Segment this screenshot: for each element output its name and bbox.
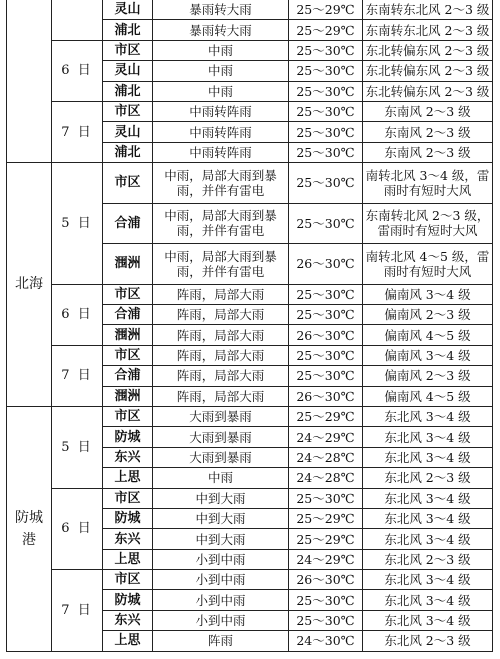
wind-cell: 东北风 3～4 级 bbox=[363, 488, 493, 508]
day-cell: 7 日 bbox=[52, 345, 103, 406]
weather-cell: 中到大雨 bbox=[153, 488, 289, 508]
forecast-row bbox=[7, 163, 493, 204]
district-cell: 上思 bbox=[103, 631, 153, 651]
day-cell: 6 日 bbox=[52, 284, 103, 345]
wind-cell: 东北风 3～4 级 bbox=[363, 529, 493, 549]
weather-cell: 中雨，局部大雨到暴雨，并伴有雷电 bbox=[153, 203, 289, 244]
weather-cell: 中雨 bbox=[153, 61, 289, 81]
day-cell bbox=[52, 0, 103, 40]
district-cell: 市区 bbox=[103, 345, 153, 365]
temperature-cell: 25～29℃ bbox=[289, 0, 363, 20]
wind-cell: 偏南风 4～5 级 bbox=[363, 386, 493, 406]
wind-cell: 东北风 3～4 级 bbox=[363, 406, 493, 426]
wind-cell: 南转北风 3～4 级，雷雨时有短时大风 bbox=[363, 163, 493, 204]
weather-cell: 中雨 bbox=[153, 40, 289, 60]
temperature-cell: 25～30℃ bbox=[289, 61, 363, 81]
wind-cell: 东北风 2～3 级 bbox=[363, 549, 493, 569]
weather-cell: 中雨转阵雨 bbox=[153, 122, 289, 142]
wind-cell: 东北风 3～4 级 bbox=[363, 427, 493, 447]
wind-cell: 东南风 2～3 级 bbox=[363, 122, 493, 142]
temperature-cell: 25～30℃ bbox=[289, 284, 363, 304]
weather-cell: 中雨转阵雨 bbox=[153, 142, 289, 162]
wind-cell: 偏南风 4～5 级 bbox=[363, 325, 493, 345]
temperature-cell: 25～30℃ bbox=[289, 163, 363, 204]
wind-cell: 东北风 3～4 级 bbox=[363, 508, 493, 528]
weather-cell: 暴雨转大雨 bbox=[153, 20, 289, 40]
day-cell: 5 日 bbox=[52, 406, 103, 488]
district-cell: 防城 bbox=[103, 508, 153, 528]
temperature-cell: 25～30℃ bbox=[289, 345, 363, 365]
district-cell: 市区 bbox=[103, 163, 153, 204]
district-cell: 涠洲 bbox=[103, 244, 153, 285]
city-cell bbox=[7, 406, 52, 651]
weather-cell: 中雨，局部大雨到暴雨，并伴有雷电 bbox=[153, 244, 289, 285]
weather-cell: 中雨，局部大雨到暴雨，并伴有雷电 bbox=[153, 163, 289, 204]
wind-cell: 东南风 2～3 级 bbox=[363, 101, 493, 121]
district-cell: 合浦 bbox=[103, 305, 153, 325]
weather-cell: 小到中雨 bbox=[153, 570, 289, 590]
day-cell: 6 日 bbox=[52, 488, 103, 570]
weather-cell: 暴雨转大雨 bbox=[153, 0, 289, 20]
weather-cell: 阵雨，局部大雨 bbox=[153, 366, 289, 386]
weather-cell: 小到中雨 bbox=[153, 590, 289, 610]
temperature-cell: 25～29℃ bbox=[289, 529, 363, 549]
temperature-cell: 25～30℃ bbox=[289, 122, 363, 142]
temperature-cell: 24～28℃ bbox=[289, 447, 363, 467]
district-cell: 防城 bbox=[103, 590, 153, 610]
weather-cell: 阵雨，局部大雨 bbox=[153, 305, 289, 325]
district-cell: 防城 bbox=[103, 427, 153, 447]
temperature-cell: 25～30℃ bbox=[289, 590, 363, 610]
wind-cell: 东南转东北风 2～3 级 bbox=[363, 0, 493, 20]
day-cell: 6 日 bbox=[52, 40, 103, 101]
weather-cell: 阵雨，局部大雨 bbox=[153, 345, 289, 365]
day-cell: 7 日 bbox=[52, 101, 103, 162]
forecast-row bbox=[7, 40, 493, 60]
weather-cell: 阵雨，局部大雨 bbox=[153, 284, 289, 304]
wind-cell: 南转北风 4～5 级，雷雨时有短时大风 bbox=[363, 244, 493, 285]
temperature-cell: 26～30℃ bbox=[289, 386, 363, 406]
forecast-row bbox=[7, 488, 493, 508]
wind-cell: 东北转偏东风 2～3 级 bbox=[363, 61, 493, 81]
weather-cell: 中到大雨 bbox=[153, 529, 289, 549]
district-cell: 灵山 bbox=[103, 122, 153, 142]
weather-cell: 阵雨 bbox=[153, 631, 289, 651]
district-cell: 市区 bbox=[103, 570, 153, 590]
district-cell: 灵山 bbox=[103, 61, 153, 81]
wind-cell: 东南风 2～3 级 bbox=[363, 142, 493, 162]
temperature-cell: 25～30℃ bbox=[289, 142, 363, 162]
forecast-row bbox=[7, 406, 493, 426]
temperature-cell: 25～29℃ bbox=[289, 508, 363, 528]
wind-cell: 东北风 3～4 级 bbox=[363, 610, 493, 630]
weather-cell: 小到中雨 bbox=[153, 610, 289, 630]
forecast-row bbox=[7, 101, 493, 121]
temperature-cell: 25～30℃ bbox=[289, 305, 363, 325]
forecast-table bbox=[6, 0, 493, 652]
district-cell: 东兴 bbox=[103, 529, 153, 549]
forecast-body bbox=[7, 0, 493, 651]
forecast-row bbox=[7, 0, 493, 20]
district-cell: 上思 bbox=[103, 549, 153, 569]
wind-cell: 东南转东北风 2～3 级 bbox=[363, 20, 493, 40]
weather-cell: 中到大雨 bbox=[153, 508, 289, 528]
forecast-row bbox=[7, 284, 493, 304]
district-cell: 东兴 bbox=[103, 610, 153, 630]
wind-cell: 东北转偏东风 2～3 级 bbox=[363, 81, 493, 101]
district-cell: 市区 bbox=[103, 101, 153, 121]
district-cell: 浦北 bbox=[103, 142, 153, 162]
temperature-cell: 25～30℃ bbox=[289, 101, 363, 121]
wind-cell: 东北转偏东风 2～3 级 bbox=[363, 40, 493, 60]
wind-cell: 偏南风 3～4 级 bbox=[363, 345, 493, 365]
temperature-cell: 25～30℃ bbox=[289, 203, 363, 244]
district-cell: 合浦 bbox=[103, 203, 153, 244]
wind-cell: 东北风 3～4 级 bbox=[363, 570, 493, 590]
district-cell: 灵山 bbox=[103, 0, 153, 20]
district-cell: 市区 bbox=[103, 284, 153, 304]
temperature-cell: 25～30℃ bbox=[289, 488, 363, 508]
wind-cell: 偏南风 2～3 级 bbox=[363, 305, 493, 325]
wind-cell: 偏南风 2～3 级 bbox=[363, 366, 493, 386]
weather-cell: 阵雨，局部大雨 bbox=[153, 386, 289, 406]
city-cell bbox=[7, 0, 52, 163]
temperature-cell: 25～30℃ bbox=[289, 610, 363, 630]
temperature-cell: 26～30℃ bbox=[289, 325, 363, 345]
district-cell: 市区 bbox=[103, 406, 153, 426]
weather-cell: 大雨到暴雨 bbox=[153, 447, 289, 467]
temperature-cell: 26～30℃ bbox=[289, 570, 363, 590]
day-cell: 5 日 bbox=[52, 163, 103, 285]
temperature-cell: 25～29℃ bbox=[289, 20, 363, 40]
temperature-cell: 24～28℃ bbox=[289, 468, 363, 488]
weather-cell: 中雨转阵雨 bbox=[153, 101, 289, 121]
district-cell: 涠洲 bbox=[103, 325, 153, 345]
district-cell: 市区 bbox=[103, 488, 153, 508]
wind-cell: 东北风 2～3 级 bbox=[363, 468, 493, 488]
day-cell: 7 日 bbox=[52, 570, 103, 652]
temperature-cell: 24～30℃ bbox=[289, 631, 363, 651]
temperature-cell: 25～30℃ bbox=[289, 366, 363, 386]
temperature-cell: 25～30℃ bbox=[289, 81, 363, 101]
weather-cell: 中雨 bbox=[153, 468, 289, 488]
district-cell: 浦北 bbox=[103, 20, 153, 40]
weather-cell: 大雨到暴雨 bbox=[153, 406, 289, 426]
wind-cell: 东北风 3～4 级 bbox=[363, 447, 493, 467]
weather-cell: 大雨到暴雨 bbox=[153, 427, 289, 447]
district-cell: 上思 bbox=[103, 468, 153, 488]
district-cell: 东兴 bbox=[103, 447, 153, 467]
wind-cell: 东北风 2～3 级 bbox=[363, 631, 493, 651]
temperature-cell: 24～29℃ bbox=[289, 427, 363, 447]
forecast-row bbox=[7, 570, 493, 590]
district-cell: 合浦 bbox=[103, 366, 153, 386]
temperature-cell: 25～30℃ bbox=[289, 40, 363, 60]
wind-cell: 东南转北风 2～3 级，雷雨时有短时大风 bbox=[363, 203, 493, 244]
temperature-cell: 26～30℃ bbox=[289, 244, 363, 285]
city-name-line: 防城 bbox=[15, 509, 43, 526]
wind-cell: 东北风 3～4 级 bbox=[363, 590, 493, 610]
temperature-cell: 24～29℃ bbox=[289, 549, 363, 569]
city-name-line: 港 bbox=[22, 531, 36, 548]
weather-cell: 阵雨，局部大雨 bbox=[153, 325, 289, 345]
district-cell: 浦北 bbox=[103, 81, 153, 101]
city-cell: 北海 bbox=[7, 163, 52, 407]
district-cell: 市区 bbox=[103, 40, 153, 60]
forecast-row bbox=[7, 345, 493, 365]
district-cell: 涠洲 bbox=[103, 386, 153, 406]
wind-cell: 偏南风 3～4 级 bbox=[363, 284, 493, 304]
temperature-cell: 25～29℃ bbox=[289, 406, 363, 426]
weather-cell: 中雨 bbox=[153, 81, 289, 101]
weather-cell: 小到中雨 bbox=[153, 549, 289, 569]
